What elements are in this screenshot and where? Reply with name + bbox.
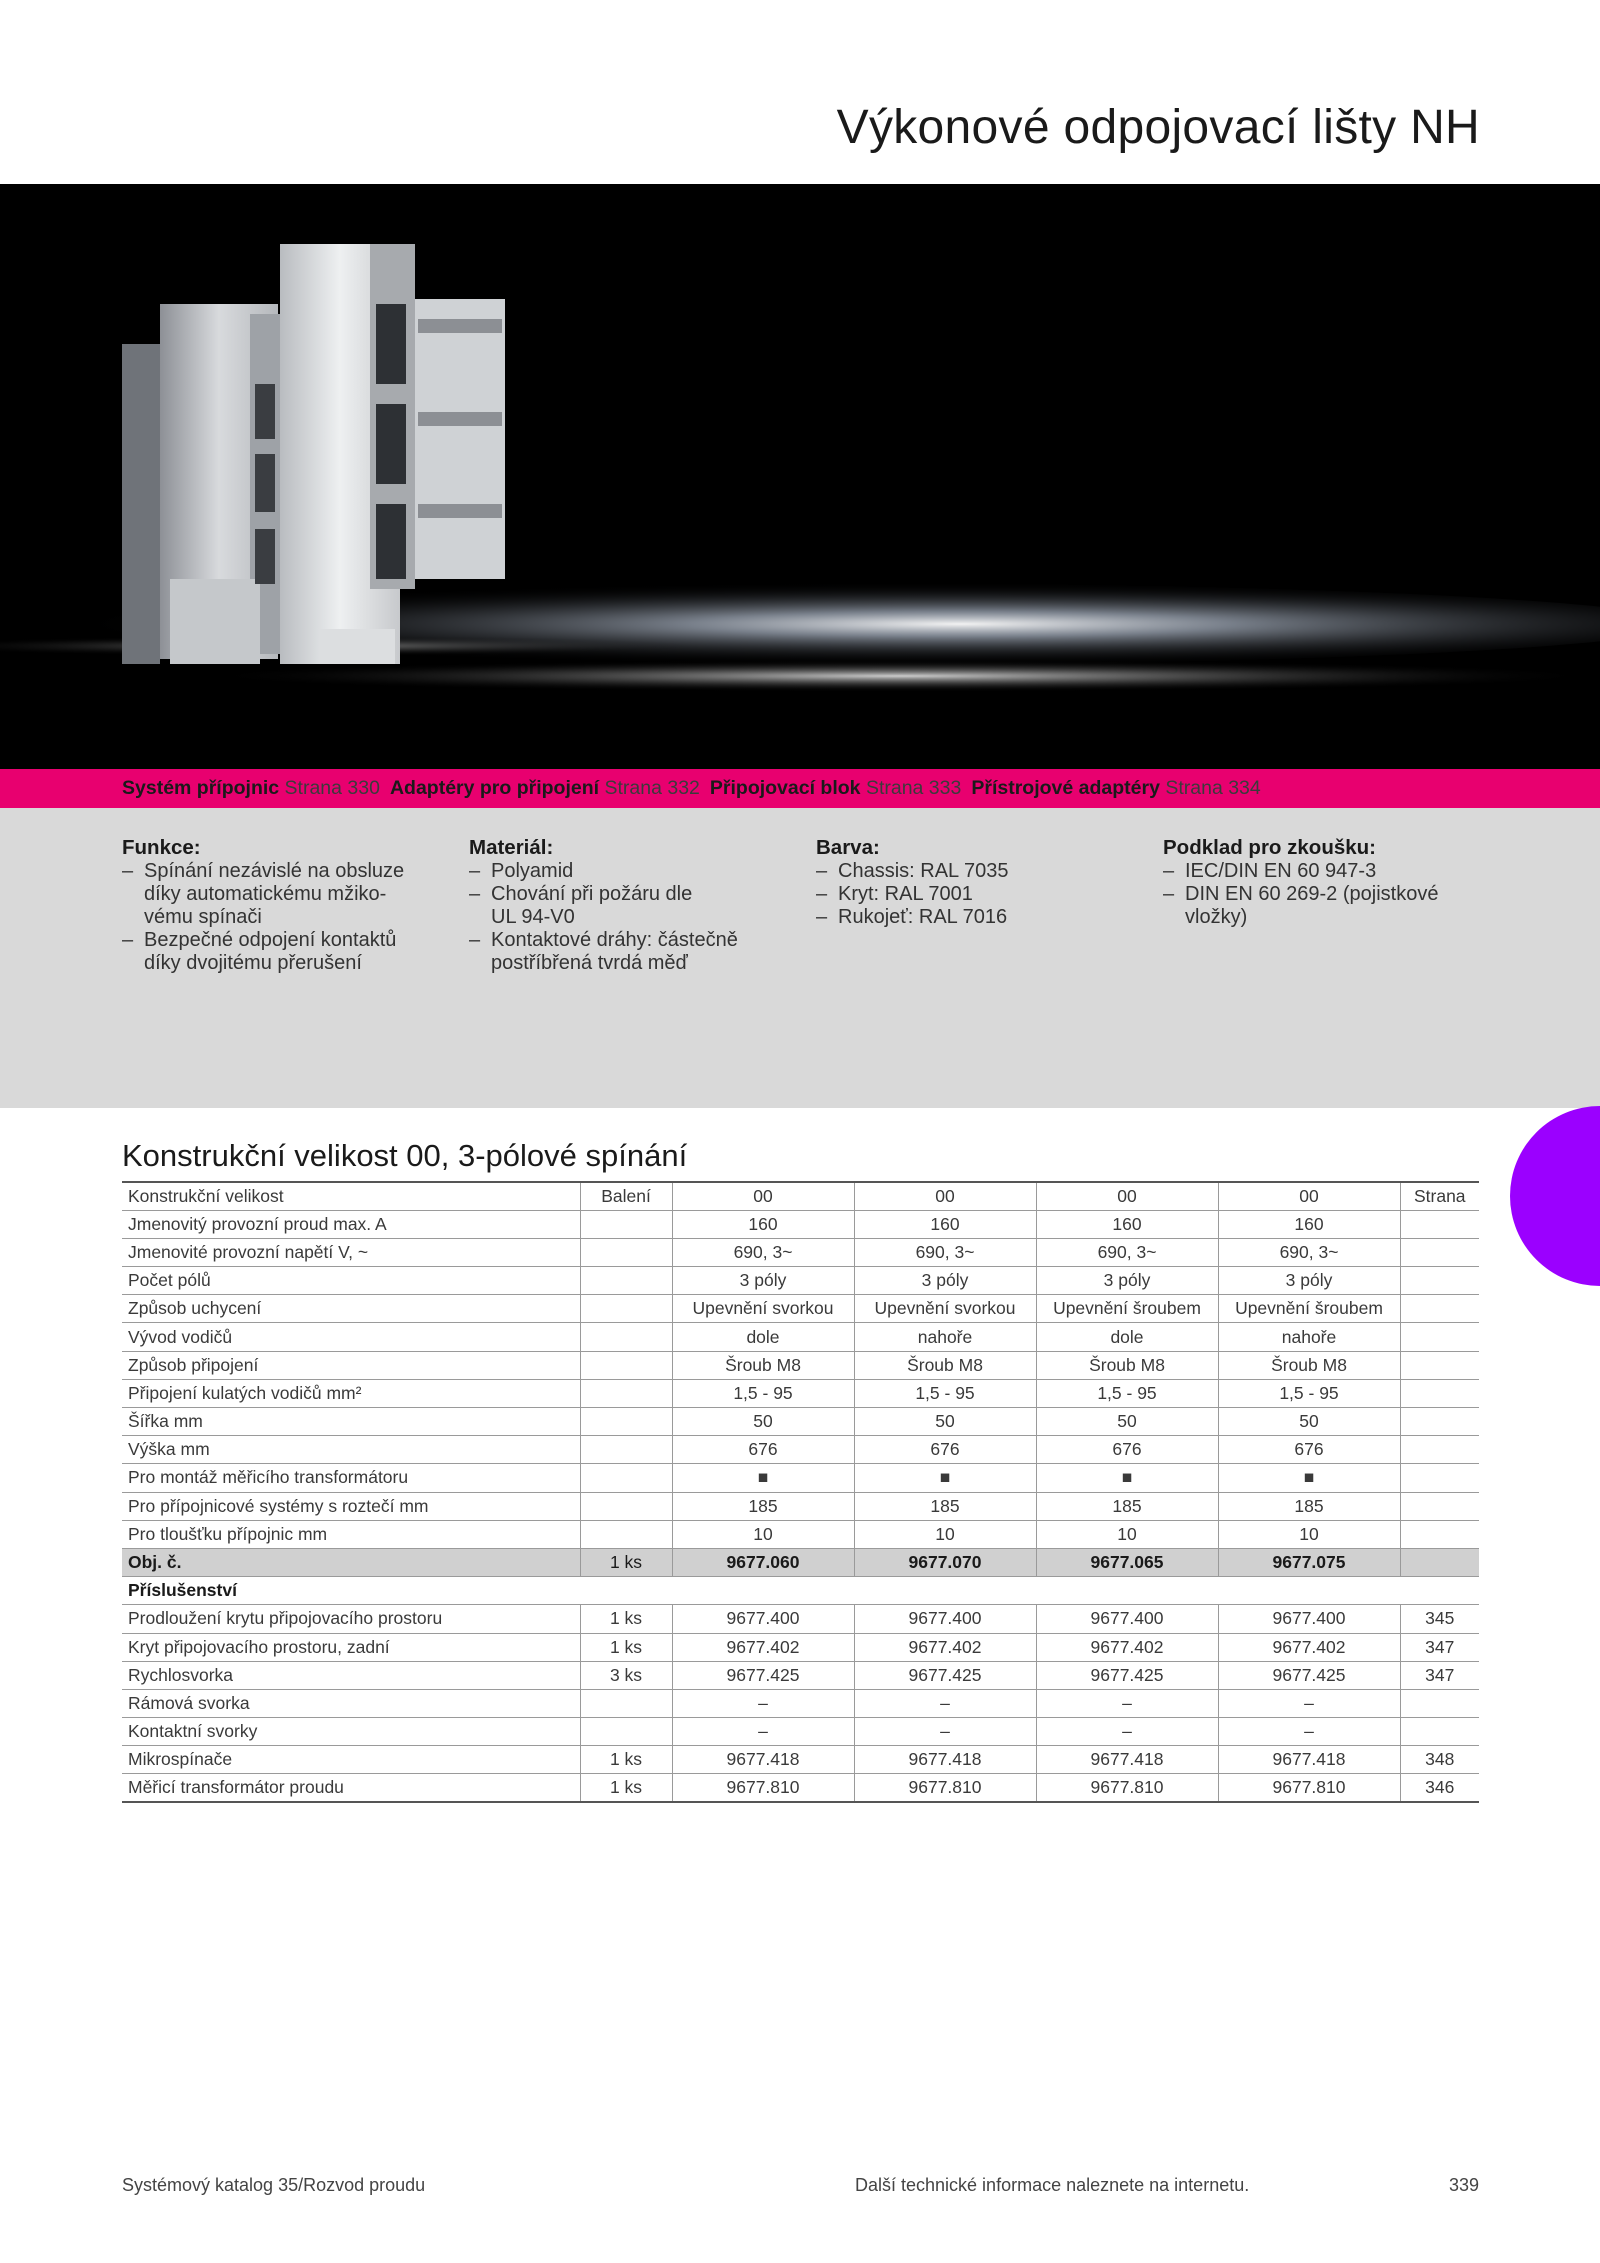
page-number: 339 [1449, 2175, 1480, 2195]
value-cell: 3 póly [672, 1267, 854, 1295]
value-cell: Upevnění šroubem [1036, 1295, 1218, 1323]
page-ref-cell [1400, 1210, 1479, 1238]
accessory-row [122, 1746, 1479, 1774]
value-cell: 9677.402 [672, 1633, 854, 1661]
packaging-cell: 1 ks [580, 1633, 672, 1661]
crossref-item[interactable]: Připojovací blok Strana 333 [709, 777, 962, 799]
value-cell: 160 [672, 1210, 854, 1238]
page-ref-cell [1400, 1323, 1479, 1351]
value-cell: 00 [1036, 1182, 1218, 1210]
value-cell: 9677.075 [1218, 1548, 1400, 1576]
feature-item: – IEC/DIN EN 60 947-3 [1163, 860, 1463, 883]
value-cell: 9677.060 [672, 1548, 854, 1576]
feature-column [122, 836, 422, 975]
order-number-row [122, 1548, 1479, 1576]
feature-item: – DIN EN 60 269-2 (pojistkové vložky) [1163, 883, 1463, 929]
value-cell: dole [672, 1323, 854, 1351]
row-label: Rychlosvorka [122, 1661, 580, 1689]
value-cell: 9677.070 [854, 1548, 1036, 1576]
value-cell: Upevnění svorkou [854, 1295, 1036, 1323]
page-ref-cell [1400, 1238, 1479, 1266]
value-cell: 690, 3~ [672, 1238, 854, 1266]
row-label: Způsob uchycení [122, 1295, 580, 1323]
value-cell: 50 [672, 1408, 854, 1436]
value-cell: nahoře [1218, 1323, 1400, 1351]
chapter-tab [1510, 1106, 1600, 1286]
page-ref-cell: 346 [1400, 1774, 1479, 1802]
row-label: Výška mm [122, 1436, 580, 1464]
value-cell: 676 [672, 1436, 854, 1464]
row-label: Kryt připojovacího prostoru, zadní [122, 1633, 580, 1661]
value-cell: 185 [854, 1492, 1036, 1520]
table-row [122, 1323, 1479, 1351]
table-row [122, 1351, 1479, 1379]
packaging-cell: 3 ks [580, 1661, 672, 1689]
packaging-cell: Balení [580, 1182, 672, 1210]
packaging-cell: 1 ks [580, 1605, 672, 1633]
spec-table [122, 1181, 1479, 1803]
value-cell: 1,5 - 95 [854, 1379, 1036, 1407]
value-cell: 3 póly [1218, 1267, 1400, 1295]
page-ref-cell [1400, 1718, 1479, 1746]
value-cell: ■ [1036, 1464, 1218, 1492]
feature-column [816, 836, 1116, 929]
packaging-cell [580, 1267, 672, 1295]
packaging-cell [580, 1295, 672, 1323]
page-ref-cell [1400, 1520, 1479, 1548]
row-label: Šířka mm [122, 1408, 580, 1436]
packaging-cell: 1 ks [580, 1774, 672, 1802]
value-cell: 9677.418 [1218, 1746, 1400, 1774]
value-cell: 690, 3~ [1218, 1238, 1400, 1266]
value-cell: 3 póly [1036, 1267, 1218, 1295]
page-ref-cell: Strana [1400, 1182, 1479, 1210]
value-cell: Šroub M8 [854, 1351, 1036, 1379]
table-row [122, 1436, 1479, 1464]
row-label: Kontaktní svorky [122, 1718, 580, 1746]
row-label: Pro přípojnicové systémy s roztečí mm [122, 1492, 580, 1520]
value-cell: 3 póly [854, 1267, 1036, 1295]
packaging-cell [580, 1689, 672, 1717]
value-cell: – [1036, 1689, 1218, 1717]
value-cell: – [1036, 1718, 1218, 1746]
page-ref-cell: 345 [1400, 1605, 1479, 1633]
feature-item: – Kontaktové dráhy: částečně postříbřená tvrdá měď [469, 929, 769, 975]
page-ref-cell [1400, 1492, 1479, 1520]
row-label: Jmenovité provozní napětí V, ~ [122, 1238, 580, 1266]
value-cell: 9677.810 [1036, 1774, 1218, 1802]
value-cell: 9677.810 [854, 1774, 1036, 1802]
packaging-cell [580, 1408, 672, 1436]
value-cell: Šroub M8 [1036, 1351, 1218, 1379]
row-label: Konstrukční velikost [122, 1182, 580, 1210]
value-cell: 50 [854, 1408, 1036, 1436]
value-cell: 1,5 - 95 [1218, 1379, 1400, 1407]
page-ref-cell: 347 [1400, 1661, 1479, 1689]
value-cell: – [1218, 1689, 1400, 1717]
packaging-cell [580, 1436, 672, 1464]
footer-info: Další technické informace naleznete na internetu. [855, 2175, 1250, 2195]
page-ref-cell [1400, 1408, 1479, 1436]
packaging-cell [580, 1464, 672, 1492]
row-label: Připojení kulatých vodičů mm² [122, 1379, 580, 1407]
value-cell: 160 [1218, 1210, 1400, 1238]
value-cell: 9677.810 [672, 1774, 854, 1802]
feature-heading: Funkce: [122, 836, 201, 859]
feature-column [1163, 836, 1463, 929]
row-label: Počet pólů [122, 1267, 580, 1295]
value-cell: 9677.402 [854, 1633, 1036, 1661]
accessory-row [122, 1718, 1479, 1746]
accessories-label: Příslušenství [122, 1577, 1479, 1605]
page-ref-cell [1400, 1267, 1479, 1295]
page-ref-cell: 347 [1400, 1633, 1479, 1661]
value-cell: Šroub M8 [672, 1351, 854, 1379]
row-label: Obj. č. [122, 1548, 580, 1576]
accessory-row [122, 1774, 1479, 1802]
crossref-item[interactable]: Adaptéry pro připojení Strana 332 [389, 777, 700, 799]
value-cell: – [854, 1718, 1036, 1746]
crossref-item[interactable]: Přístrojové adaptéry Strana 334 [971, 777, 1261, 799]
value-cell: – [672, 1689, 854, 1717]
row-label: Pro tloušťku přípojnic mm [122, 1520, 580, 1548]
value-cell: – [854, 1689, 1036, 1717]
packaging-cell [580, 1323, 672, 1351]
value-cell: 9677.418 [854, 1746, 1036, 1774]
table-row [122, 1492, 1479, 1520]
value-cell: 690, 3~ [1036, 1238, 1218, 1266]
value-cell: 676 [854, 1436, 1036, 1464]
packaging-cell [580, 1492, 672, 1520]
table-row [122, 1238, 1479, 1266]
value-cell: – [672, 1718, 854, 1746]
footer-catalog: Systémový katalog 35/Rozvod proudu [122, 2175, 426, 2195]
value-cell: dole [1036, 1323, 1218, 1351]
packaging-cell [580, 1520, 672, 1548]
value-cell: – [1218, 1718, 1400, 1746]
value-cell: 9677.065 [1036, 1548, 1218, 1576]
value-cell: 00 [854, 1182, 1036, 1210]
value-cell: ■ [672, 1464, 854, 1492]
row-label: Způsob připojení [122, 1351, 580, 1379]
feature-item: – Chování při požáru dle UL 94-V0 [469, 883, 769, 929]
value-cell: 9677.400 [1036, 1605, 1218, 1633]
value-cell: 9677.400 [1218, 1605, 1400, 1633]
row-label: Jmenovitý provozní proud max. A [122, 1210, 580, 1238]
value-cell: 10 [854, 1520, 1036, 1548]
value-cell: Upevnění šroubem [1218, 1295, 1400, 1323]
feature-heading: Podklad pro zkoušku: [1163, 836, 1376, 859]
feature-column [469, 836, 769, 975]
page-title: Výkonové odpojovací lišty NH [836, 101, 1480, 154]
accessory-row [122, 1661, 1479, 1689]
row-label: Měřicí transformátor proudu [122, 1774, 580, 1802]
value-cell: 00 [672, 1182, 854, 1210]
packaging-cell [580, 1379, 672, 1407]
accessory-row [122, 1633, 1479, 1661]
accessories-heading-row [122, 1577, 1479, 1605]
row-label: Prodloužení krytu připojovacího prostoru [122, 1605, 580, 1633]
table-row [122, 1295, 1479, 1323]
section-title: Konstrukční velikost 00, 3-pólové spínání [122, 1138, 688, 1173]
row-label: Mikrospínače [122, 1746, 580, 1774]
value-cell: 185 [1036, 1492, 1218, 1520]
value-cell: 9677.425 [854, 1661, 1036, 1689]
value-cell: 10 [1218, 1520, 1400, 1548]
value-cell: 676 [1036, 1436, 1218, 1464]
packaging-cell [580, 1210, 672, 1238]
value-cell: nahoře [854, 1323, 1036, 1351]
feature-heading: Materiál: [469, 836, 554, 859]
value-cell: 9677.425 [1036, 1661, 1218, 1689]
table-row [122, 1379, 1479, 1407]
value-cell: 676 [1218, 1436, 1400, 1464]
value-cell: ■ [854, 1464, 1036, 1492]
cross-reference-bar [0, 769, 1600, 808]
crossref-item[interactable]: Systém přípojnic Strana 330 [122, 777, 380, 799]
packaging-cell: 1 ks [580, 1548, 672, 1576]
value-cell: 1,5 - 95 [672, 1379, 854, 1407]
feature-item: – Spínání nezávislé na obsluze díky automatickému mžiko- vému spínači [122, 860, 422, 929]
page-ref-cell [1400, 1464, 1479, 1492]
value-cell: 9677.402 [1218, 1633, 1400, 1661]
value-cell: 160 [854, 1210, 1036, 1238]
value-cell: 9677.402 [1036, 1633, 1218, 1661]
packaging-cell [580, 1718, 672, 1746]
page-ref-cell [1400, 1436, 1479, 1464]
value-cell: 1,5 - 95 [1036, 1379, 1218, 1407]
table-row [122, 1520, 1479, 1548]
packaging-cell [580, 1351, 672, 1379]
packaging-cell [580, 1238, 672, 1266]
value-cell: 50 [1218, 1408, 1400, 1436]
value-cell: 00 [1218, 1182, 1400, 1210]
value-cell: 185 [1218, 1492, 1400, 1520]
row-label: Rámová svorka [122, 1689, 580, 1717]
table-row [122, 1408, 1479, 1436]
value-cell: 9677.418 [1036, 1746, 1218, 1774]
value-cell: 50 [1036, 1408, 1218, 1436]
value-cell: 10 [672, 1520, 854, 1548]
value-cell: 9677.400 [854, 1605, 1036, 1633]
table-header-row [122, 1182, 1479, 1210]
value-cell: 10 [1036, 1520, 1218, 1548]
feature-item: – Kryt: RAL 7001 [816, 883, 1116, 906]
accessory-row [122, 1605, 1479, 1633]
page-ref-cell [1400, 1548, 1479, 1576]
row-label: Vývod vodičů [122, 1323, 580, 1351]
value-cell: Šroub M8 [1218, 1351, 1400, 1379]
value-cell: ■ [1218, 1464, 1400, 1492]
features-panel [0, 808, 1600, 1108]
value-cell: Upevnění svorkou [672, 1295, 854, 1323]
page-ref-cell: 348 [1400, 1746, 1479, 1774]
table-row [122, 1464, 1479, 1492]
feature-item: – Polyamid [469, 860, 769, 883]
table-row [122, 1267, 1479, 1295]
row-label: Pro montáž měřicího transformátoru [122, 1464, 580, 1492]
product-photo [0, 184, 1600, 769]
page-ref-cell [1400, 1351, 1479, 1379]
feature-item: – Bezpečné odpojení kontaktů díky dvojitému přerušení [122, 929, 422, 975]
page-ref-cell [1400, 1379, 1479, 1407]
page-ref-cell [1400, 1689, 1479, 1717]
page-ref-cell [1400, 1295, 1479, 1323]
table-row [122, 1210, 1479, 1238]
value-cell: 160 [1036, 1210, 1218, 1238]
packaging-cell: 1 ks [580, 1746, 672, 1774]
value-cell: 9677.400 [672, 1605, 854, 1633]
value-cell: 9677.418 [672, 1746, 854, 1774]
value-cell: 9677.425 [672, 1661, 854, 1689]
value-cell: 9677.810 [1218, 1774, 1400, 1802]
value-cell: 690, 3~ [854, 1238, 1036, 1266]
accessory-row [122, 1689, 1479, 1717]
feature-item: – Chassis: RAL 7035 [816, 860, 1116, 883]
feature-heading: Barva: [816, 836, 880, 859]
value-cell: 9677.425 [1218, 1661, 1400, 1689]
feature-item: – Rukojeť: RAL 7016 [816, 906, 1116, 929]
value-cell: 185 [672, 1492, 854, 1520]
